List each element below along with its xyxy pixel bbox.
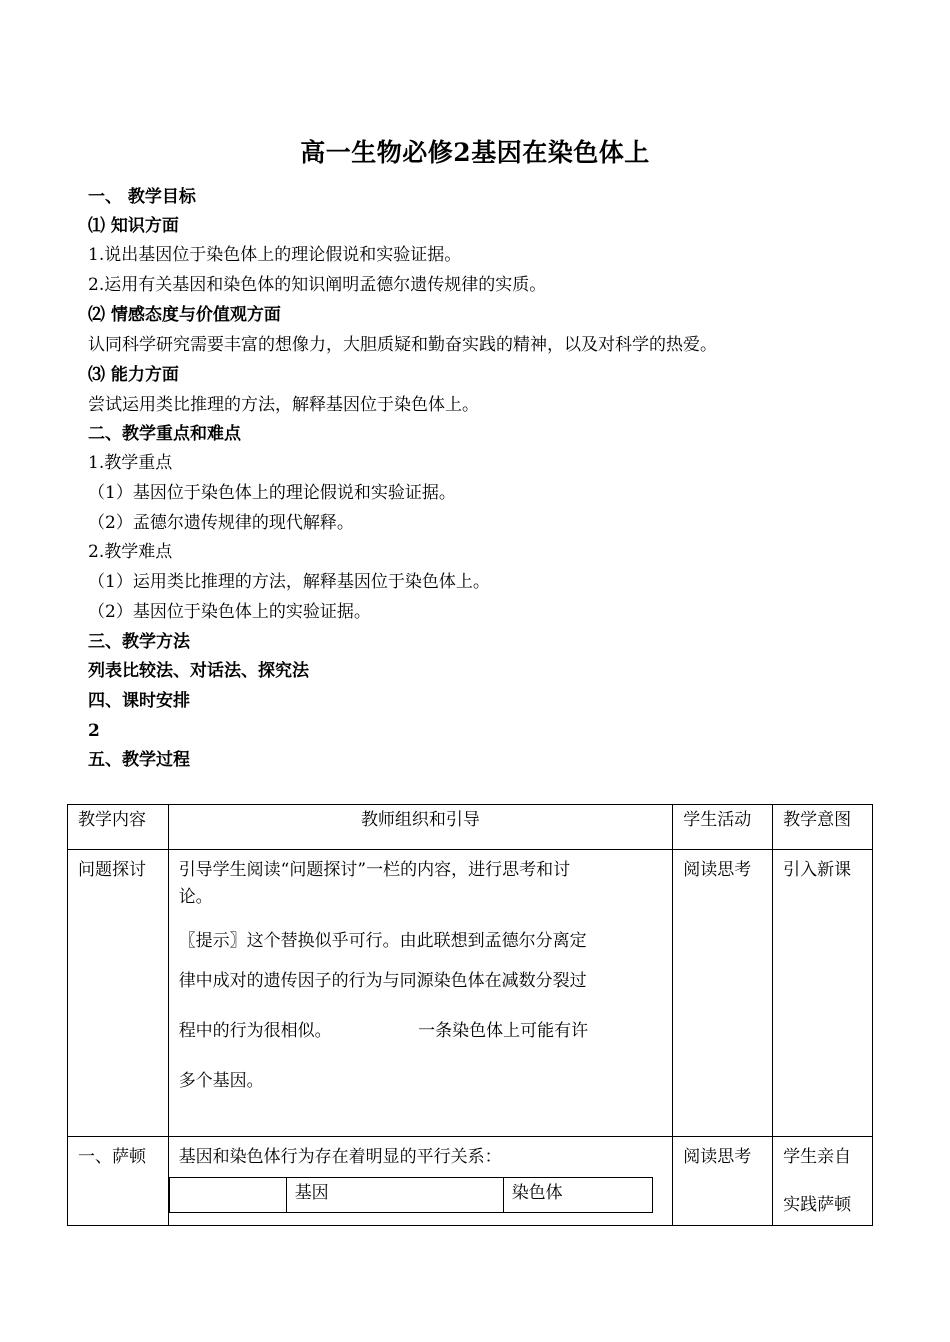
intent-text: 实践萨顿 [783, 1195, 852, 1215]
guide-text: 程中的行为很相似。 一条染色体上可能有许 [178, 1021, 589, 1041]
section-1-sub-knowledge: ⑴ 知识方面 [88, 216, 179, 236]
inner-table-cell: 基因 [286, 1178, 503, 1213]
page-title: 高一生物必修2基因在染色体上 [300, 138, 650, 167]
section-2-key-heading: 1.教学重点 [88, 453, 173, 473]
section-1-sub-attitude: ⑵ 情感态度与价值观方面 [88, 305, 281, 325]
intent-text: 学生亲自 [783, 1147, 852, 1167]
section-3-heading: 三、教学方法 [88, 632, 190, 652]
table-cell-activity: 阅读思考 [673, 850, 773, 1137]
section-1-item: 1.说出基因位于染色体上的理论假说和实验证据。 [88, 245, 462, 265]
table-cell-intent: 引入新课 [773, 850, 873, 1137]
table-header-cell: 学生活动 [673, 805, 773, 850]
table-header-cell: 教师组织和引导 [168, 805, 673, 850]
inner-table-cell: 染色体 [503, 1178, 652, 1213]
section-2-difficulty-item: （2）基因位于染色体上的实验证据。 [88, 602, 371, 622]
section-2-difficulty-item: （1）运用类比推理的方法，解释基因位于染色体上。 [88, 572, 490, 592]
guide-text: 基因和染色体行为存在着明显的平行关系： [178, 1147, 502, 1167]
section-2-difficulty-heading: 2.教学难点 [88, 542, 173, 562]
section-2-key-item: （2）孟德尔遗传规律的现代解释。 [88, 513, 354, 533]
section-3-content: 列表比较法、对话法、探究法 [88, 661, 309, 681]
section-4-heading: 四、课时安排 [88, 691, 190, 711]
guide-text: 律中成对的遗传因子的行为与同源染色体在减数分裂过 [178, 971, 587, 991]
guide-text: 引导学生阅读“问题探讨”一栏的内容，进行思考和讨 [178, 860, 571, 880]
teaching-process-table [67, 804, 873, 1226]
section-1-heading: 一、 教学目标 [88, 187, 196, 207]
guide-text: 〖提示〗这个替换似乎可行。由此联想到孟德尔分离定 [178, 931, 587, 951]
table-row [68, 850, 873, 1137]
table-cell-activity: 阅读思考 [673, 1137, 773, 1226]
table-cell-guide [168, 1137, 673, 1226]
table-cell-content: 问题探讨 [68, 850, 169, 1137]
table-cell-intent [773, 1137, 873, 1226]
inner-table-cell [169, 1178, 286, 1213]
table-cell-guide [168, 850, 673, 1137]
section-1-item: 尝试运用类比推理的方法，解释基因位于染色体上。 [88, 395, 479, 415]
table-header-cell: 教学内容 [68, 805, 169, 850]
section-5-heading: 五、教学过程 [88, 750, 190, 770]
parallel-relation-table [169, 1177, 653, 1213]
guide-text: 论。 [178, 887, 213, 907]
section-2-key-item: （1）基因位于染色体上的理论假说和实验证据。 [88, 483, 456, 503]
table-row [68, 1137, 873, 1226]
table-header-row [68, 805, 873, 850]
section-1-item: 认同科学研究需要丰富的想像力，大胆质疑和勤奋实践的精神，以及对科学的热爱。 [88, 335, 717, 355]
table-cell-content: 一、萨顿 [68, 1137, 169, 1226]
table-header-cell: 教学意图 [773, 805, 873, 850]
section-2-heading: 二、教学重点和难点 [88, 424, 241, 444]
inner-table-header-row [169, 1178, 652, 1213]
section-4-content: 2 [88, 721, 100, 741]
section-1-item: 2.运用有关基因和染色体的知识阐明孟德尔遗传规律的实质。 [88, 275, 547, 295]
section-1-sub-ability: ⑶ 能力方面 [88, 365, 179, 385]
guide-text: 多个基因。 [178, 1071, 264, 1091]
